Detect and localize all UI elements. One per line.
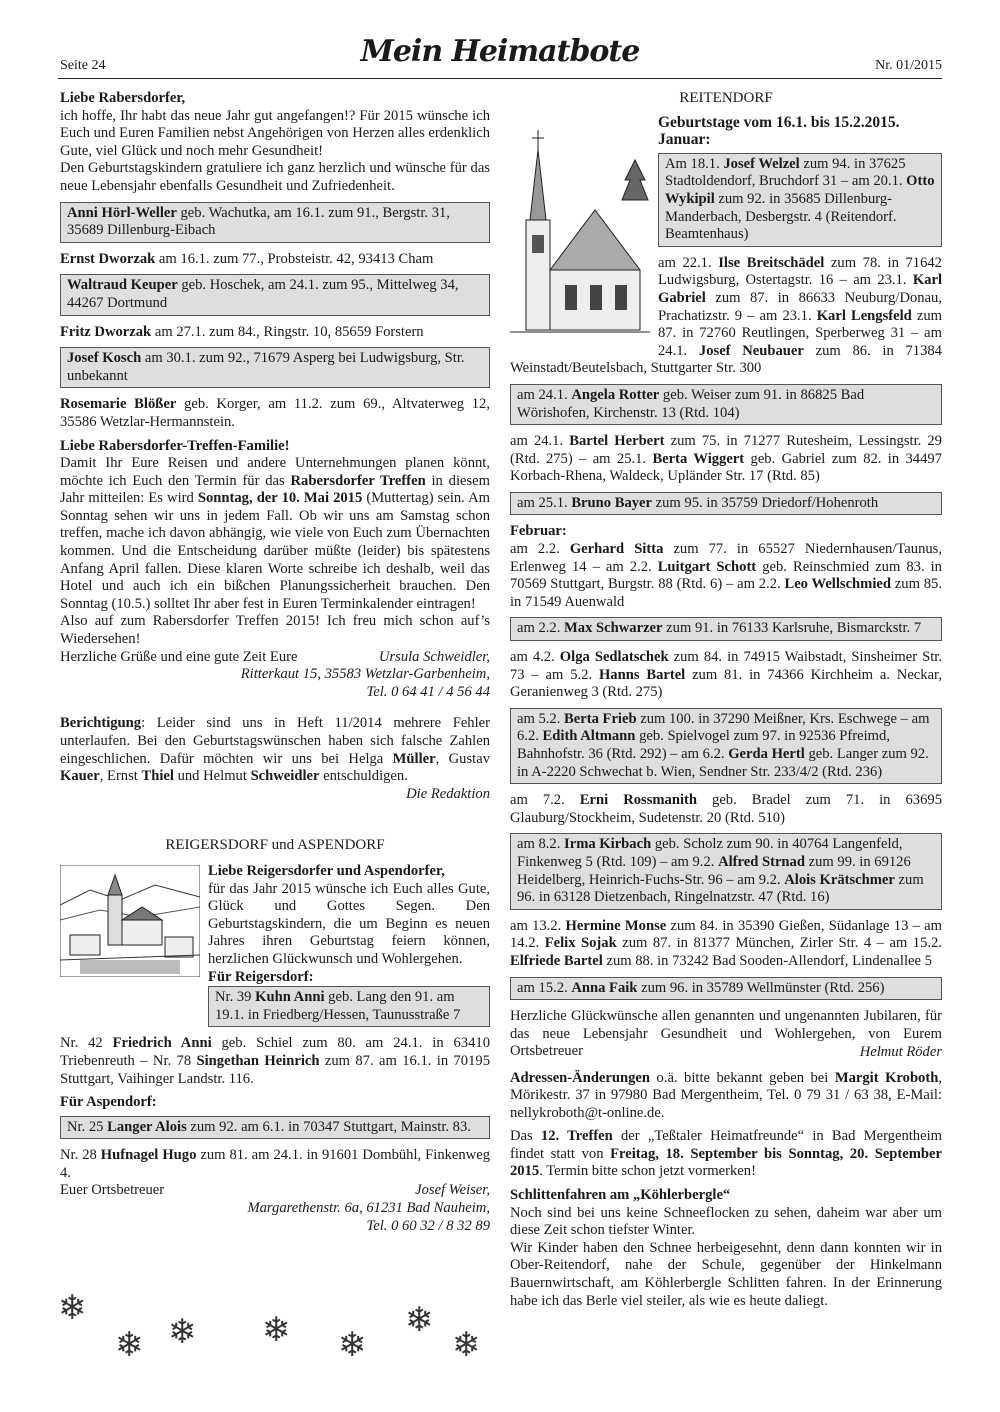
sledding-text: Noch sind bei uns keine Schneeflocken zu sehen, daheim war aber um diese Zeit schon tiefster Winter. (510, 1204, 942, 1239)
birthday-entry: am 24.1. Bartel Herbert zum 75. in 71277 Rutesheim, Lessingstr. 29 (Rtd. 275) – am 25.1. Berta Wiggert geb. Gabriel zum 82. in 34497 Korbach-Rhena, Waldeck, Upländer Str. 17 (Rtd. 85) (510, 433, 942, 485)
treffen-title: Liebe Rabersdorfer-Treffen-Familie! (60, 437, 290, 454)
right-column (510, 90, 942, 1310)
birthday-box: am 15.2. Anna Faik zum 96. in 35789 Wellmünster (Rtd. 256) (510, 977, 942, 1001)
correction-signature: Die Redaktion (406, 785, 490, 802)
birthday-entry: am 22.1. Ilse Breitschädel zum 78. in 71642 Ludwigsburg, Ostertagstr. 16 – am 23.1. Karl Gabriel zum 87. in 86633 Neuburg/Donau, Prachatizstr. 9 – am 23.1. Karl Lengsfeld zum 87. in 72760 Reutlingen, Sperberweg 31 – am 24.1. Josef Neubauer zum 86. in 71384 Weinstadt/Beutelsbach, Stuttgarter Str. 300 (510, 254, 942, 377)
birthday-entry: Nr. 28 Hufnagel Hugo zum 81. am 24.1. in 91601 Dombühl, Finkenweg 4. (60, 1147, 491, 1181)
signature-address: Margarethenstr. 6a, 61231 Bad Nauheim, (247, 1200, 490, 1217)
signature-phone: Tel. 0 64 41 / 4 56 44 (366, 683, 490, 700)
birthday-box: Am 18.1. Josef Welzel zum 94. in 37625 Stadtoldendorf, Bruchdorf 31 – am 20.1. Otto Wykipil zum 92. in 35685 Dillenburg-Manderbach, Desbergstr. 4 (Reitendorf. Beamtenhaus) (658, 153, 942, 247)
wishes-text: Herzliche Glückwünsche allen genannten und ungenannten Jubilaren, für das neue Lebensjahr Gesundheit und Wohlergehen, von Eurem Ortsbetreuer (510, 1008, 942, 1060)
january-heading: Januar: (658, 131, 711, 149)
february-heading: Februar: (510, 523, 567, 540)
snowflake-icon: ❄ (338, 1327, 367, 1364)
birthday-box: Anni Hörl-Weller geb. Wachutka, am 16.1. zum 91., Bergstr. 31, 35689 Dillenburg-Eibach (60, 202, 490, 243)
treffen-text: Damit Ihr Eure Reisen und andere Unternehmungen planen könnt, möchte ich Euch den Termin für das Rabersdorfer Treffen in diesem Jahr mitteilen: Es wird Sonntag, der 10. Mai 2015 (Muttertag) sein. Am Sonntag sehen wir uns in jedem Fall. Ob wir uns am Samstag schon treffen, mache ich davon abhängig, wie viele von Euch zum Übernachten kommen. Und die Entscheidung darüber müßte (leider) bis spätestens Anfang April fallen. Diese klaren Worte schreibe ich deshalb, weil das Hotel und auch ich ein bißchen Planungssicherheit brauchen. Den Sonntag (10.5.) solltet Ihr aber fest in Euren Terminkalender eintragen! (60, 455, 490, 612)
issue-number: Nr. 01/2015 (875, 58, 942, 73)
rabersdorf-greeting-text2: Den Geburtstagskindern gratuliere ich ganz herzlich und wünsche für das neue Lebensjahr ebenfalls Gesundheit und Zufriedenheit. (60, 160, 490, 194)
rabersdorf-greeting-text: ich hoffe, Ihr habt das neue Jahr gut angefangen!? Für 2015 wünsche ich Euch und Euren Familien nebst Angehörigen von Herzen alles erdenklich Gute, viel Glück und noch mehr Gesundheit! (60, 107, 490, 159)
village-illustration (60, 865, 200, 977)
address-changes-text: Adressen-Änderungen o.ä. bitte bekannt geben bei Margit Kroboth, Mörikestr. 37 in 97980 Bad Mergentheim, Tel. 0 79 31 / 63 38, E-Mail: nellykroboth@t-online.de. (510, 1069, 942, 1121)
correction-text: Berichtigung: Leider sind uns in Heft 11/2014 mehrere Fehler unterlaufen. Bei den Geburtstagswünschen haben sich falsche Zahlen eingeschlichen. Dafür möchten wir uns bei Helga Müller, Gustav Kauer, Ernst Thiel und Helmut Schweidler entschuldigen. (60, 715, 490, 785)
birthday-box: am 2.2. Max Schwarzer zum 91. in 76133 Karlsruhe, Bismarckstr. 7 (510, 617, 942, 641)
snowflake-icon: ❄ (58, 1290, 87, 1327)
signature-phone: Tel. 0 60 32 / 8 32 89 (366, 1217, 490, 1234)
header-rule (58, 78, 942, 79)
snowflake-icon: ❄ (262, 1312, 291, 1349)
left-column (60, 90, 490, 1235)
sledding-text2: Wir Kinder haben den Schnee herbeigesehnt, denn dann konnten wir in Ober-Reitendorf, nahe der Schule, gegenüber der Hinkelmann Bauernwirtschaft, am Köhlerbergle Schlitten fahren. In der Erinnerung habe ich das Berle viel steiler, als wie es heute daliegt. (510, 1239, 942, 1309)
birthday-entry: am 2.2. Gerhard Sitta zum 77. in 65527 Niedernhausen/Taunus, Erlenweg 14 – am 2.2. Luitgart Schott geb. Reinschmied zum 83. in 70569 Stuttgart, Burgstr. 88 (Rtd. 6) – am 2.2. Leo Wellschmied zum 85. in 71549 Auenwald (510, 541, 943, 610)
birthday-box: am 8.2. Irma Kirbach geb. Scholz zum 90. in 40764 Langenfeld, Finkenweg 5 (Rtd. 109) – am 9.2. Alfred Strnad zum 99. in 69126 Heidelberg, Heinrich-Fuchs-Str. 96 – am 9.2. Alois Krätschmer zum 96. in 63128 Dietzenbach, Ringelnatzstr. 47 (Rtd. 16) (510, 833, 942, 909)
aspendorf-subheading: Für Aspendorf: (60, 1094, 157, 1111)
birthday-box: Nr. 25 Langer Alois zum 92. am 6.1. in 70347 Stuttgart, Mainstr. 83. (60, 1116, 490, 1140)
sledding-title: Schlittenfahren am „Köhlerbergle“ (510, 1187, 731, 1204)
treffen-closing: Also auf zum Rabersdorfer Treffen 2015! Ich freu mich schon auf’s Wiedersehen! (60, 613, 490, 648)
reigersdorf-subheading: Für Reigersdorf: (208, 968, 314, 985)
birthday-entry: am 7.2. Erni Rossmanith geb. Bradel zum 71. in 63695 Glauburg/Stockheim, Sudetenstr. 20 (Rtd. 510) (510, 792, 942, 826)
birthday-box: am 24.1. Angela Rotter geb. Weiser zum 91. in 86825 Bad Wörishofen, Kirchenstr. 13 (Rtd. 104) (510, 384, 942, 425)
snowflake-icon: ❄ (452, 1327, 481, 1364)
signature-address: Ritterkaut 15, 35583 Wetzlar-Garbenheim, (240, 666, 490, 683)
wishes-signature: Helmut Röder (859, 1043, 942, 1060)
birthday-box: am 5.2. Berta Frieb zum 100. in 37290 Meißner, Krs. Eschwege – am 6.2. Edith Altmann geb. Spielvogel zum 97. in 92536 Pfreimd, Bahnhofstr. 36 (Rtd. 292) – am 6.2. Gerda Hertl geb. Langer zum 92. in A-2220 Schwechat b. Wien, Sendner Str. 233/4/2 (Rtd. 236) (510, 708, 942, 784)
birthday-entry: Fritz Dworzak am 27.1. zum 84., Ringstr. 10, 85659 Forstern (60, 323, 424, 340)
reigersdorf-greeting-text: für das Jahr 2015 wünsche ich Euch alles Gute, Glück und Gottes Segen. Den Geburtstagskindern, die um Beginn es neuen Jahres ihren Geburtstag feiern können, herzlichen Glückwunsch und Wohlergehen. (208, 880, 490, 967)
birthday-entry: Nr. 42 Friedrich Anni geb. Schiel zum 80. am 24.1. in 63410 Triebenreuth – Nr. 78 Singethan Heinrich zum 87. am 16.1. in 70195 Stuttgart, Vaihinger Landstr. 116. (60, 1035, 490, 1087)
page-number: Seite 24 (60, 58, 106, 73)
rabersdorf-greeting-title: Liebe Rabersdorfer, (60, 90, 186, 106)
masthead-title: Mein Heimatbote (360, 34, 640, 69)
snowflake-icon: ❄ (115, 1327, 144, 1364)
reitendorf-title: REITENDORF (679, 90, 773, 106)
snowflake-icon: ❄ (168, 1314, 197, 1351)
church-illustration (510, 120, 650, 340)
birthday-box: Josef Kosch am 30.1. zum 92., 71679 Asperg bei Ludwigsburg, Str. unbekannt (60, 347, 490, 388)
snowflake-icon: ❄ (405, 1302, 434, 1339)
reitendorf-subtitle: Geburtstage vom 16.1. bis 15.2.2015. (658, 113, 900, 131)
birthday-entry: am 13.2. Hermine Monse zum 84. in 35390 Gießen, Südanlage 13 – am 14.2. Felix Sojak zum 87. in 81377 München, Zirler Str. 4 – am 15.2. Elfriede Bartel zum 88. in 73242 Bad Sooden-Allendorf, Lindenallee 5 (510, 917, 943, 969)
birthday-entry: am 4.2. Olga Sedlatschek zum 84. in 74915 Waibstadt, Sinsheimer Str. 73 – am 5.2. Hanns Bartel zum 81. in 74366 Kirchheim a. Neckar, Geranienweg 3 (Rtd. 275) (510, 649, 942, 701)
birthday-box: am 25.1. Bruno Bayer zum 95. in 35759 Driedorf/Hohenroth (510, 492, 942, 516)
signature-line: Herzliche Grüße und eine gute Zeit Eure Ursula Schweidler, (60, 648, 490, 665)
meeting-announcement: Das 12. Treffen der „Teßtaler Heimatfreunde“ in Bad Mergentheim findet statt von Freitag, 18. September bis Sonntag, 20. September 2015. Termin bitte schon jetzt vormerken! (510, 1128, 942, 1180)
birthday-entry: Rosemarie Blößer geb. Korger, am 11.2. zum 69., Altvaterweg 12, 35586 Wetzlar-Hermannstein. (60, 396, 491, 430)
birthday-box: Waltraud Keuper geb. Hoschek, am 24.1. zum 95., Mittelweg 34, 44267 Dortmund (60, 274, 490, 315)
reigersdorf-section-title: REIGERSDORF und ASPENDORF (165, 837, 385, 854)
birthday-box: Nr. 39 Kuhn Anni geb. Lang den 91. am 19.1. in Friedberg/Hessen, Taunusstraße 7 (208, 986, 490, 1027)
birthday-entry: Ernst Dworzak am 16.1. zum 77., Probsteistr. 42, 93413 Cham (60, 250, 434, 267)
reigersdorf-greeting-title: Liebe Reigersdorfer und Aspendorfer, (208, 862, 445, 879)
signature-line: Euer Ortsbetreuer Josef Weiser, (60, 1182, 490, 1199)
